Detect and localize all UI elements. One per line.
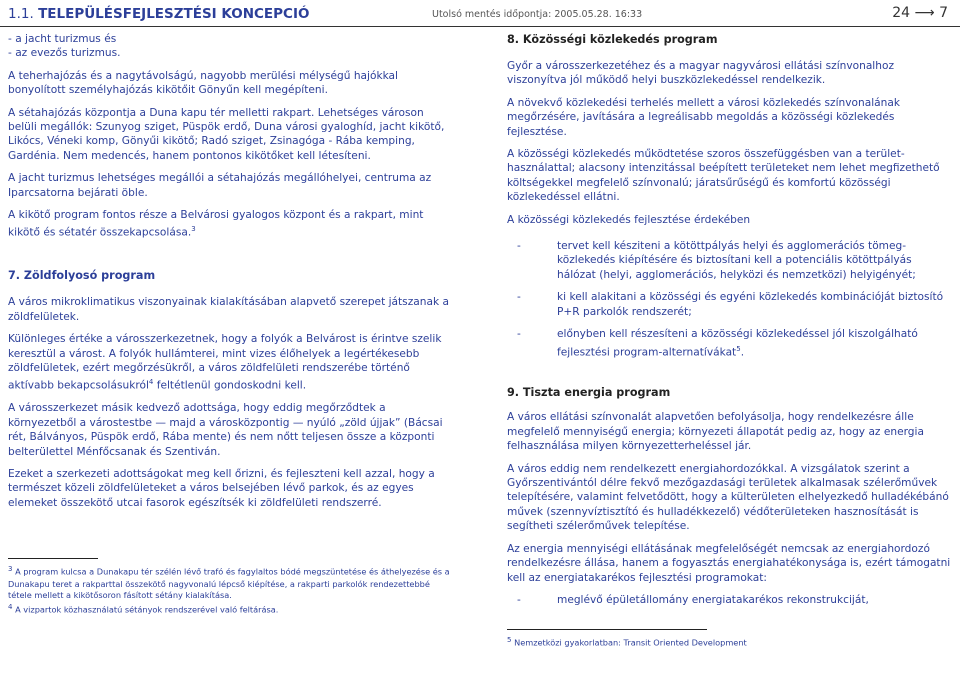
footnote-ref[interactable]: 3 [191, 225, 196, 234]
footnote-text: A program kulcsa a Dunakapu tér szélén lévő trafó és fagylaltos bódé megszüntetése és áthelyezése és a Dunakapu teret a rakparttal összekötő nagyvonalú lépcső kiépítése, a rakparti parkolók rendezettebbé tétele mellett a kikötősoron fásított sétány kialakítása. [8, 566, 450, 601]
footnote-text: A vizpartok közhasználatú sétányok rendszerével való feltárása. [12, 604, 279, 615]
list-item-text: ki kell alakitani a közösségi és egyéni közlekedés kombinációját biztosító P+R parkolók rendszerét; [557, 291, 944, 318]
page-header [0, 0, 960, 28]
list-item [507, 290, 951, 319]
paragraph: A város ellátási színvonalát alapvetően befolyásolja, hogy rendelkezésre álle megfelelő mennyiségű energia; környezeti állapotát pedig az, hogy az energia felhasználása milyen környezetterheléssel jár. [507, 411, 924, 453]
footnote [507, 635, 951, 649]
footnote [8, 602, 454, 616]
list-item-text: meglévő épületállomány energiatakarékos rekonstrukciját, [557, 593, 869, 606]
dash-marker: - [517, 593, 521, 606]
paragraph: Ezeket a szerkezeti adottságokat meg kell őrizni, és fejleszteni kell azzal, hogy a természet közeli zöldfelületeket a város belsejében lévő parkok, és az egyes elemeket összekötő utcai fasorok egészítsék ki zöldfelületi rendszerré. [8, 468, 435, 509]
paragraph: A közösségi közlekedés fejlesztése érdekében [507, 213, 751, 226]
section-title: TELEPÜLÉSFEJLESZTÉSI KONCEPCIÓ [38, 6, 310, 22]
paragraph: A növekvő közlekedési terhelés mellett a városi közlekedés színvonalának megőrzésére, javítására a legreálisabb megoldás a közösségi közlekedés fejlesztése. [507, 96, 900, 138]
paragraph: Az energia mennyiségi ellátásának megfelelőségét nemcsak az energiahordozó rendelkezésre állása, hanem a fogyasztás energiahatékonysága is, ezért támogatni kell az energiatakarékos fejlesztési programokat: [507, 542, 951, 584]
paragraph: Győr a városszerkezetéhez és a magyar nagyvárosi ellátási színvonalhoz viszonyítva jól működő helyi buszközlekedéssel rendelkezik. [507, 60, 895, 87]
dash-marker: - [517, 328, 521, 341]
section-number: 1.1. [8, 6, 34, 22]
page-to: 7 [939, 5, 948, 21]
left-column [8, 32, 454, 616]
measures-list [507, 239, 951, 359]
paragraph: A közösségi közlekedés működtetése szoros összefüggésben van a területhasználattal; alacsony intenzitással beépített területeket nem lehet megfizethető költségekkel megfelelő színvonalú; járatsűrűségű és komfortú közösségi közlekedéssel ellátni. [507, 148, 940, 204]
paragraph: A sétahajózás központja a Duna kapu tér melletti rakpart. Lehetséges városon belüli megállók: Szunyog sziget, Püspök erdő, Duna városi gyaloghíd, jacht kikötő, Likócs, Véneki komp, Gönyűi kikötő; Radó sziget, Zsinagóga - Rába kemping, Gardénia. Nem medencés, hanem pontonos kikötőket kell létesíteni. [8, 106, 445, 162]
section-heading [8, 6, 309, 22]
footnote-text: Nemzetközi gyakorlatban: Transit Oriented Development [511, 638, 747, 649]
last-saved-timestamp: Utolsó mentés időpontja: 2005.05.28. 16:33 [432, 9, 643, 20]
right-column [507, 32, 951, 650]
list-line: - az evezős turizmus. [8, 47, 121, 60]
paragraph [8, 332, 454, 393]
heading-green-corridor: 7. Zöldfolyosó program [8, 269, 156, 283]
footnote-mark: 3 [8, 565, 13, 574]
paragraph [8, 208, 454, 240]
list-item-text: előnyben kell részesíteni a közösségi közlekedéssel jól kiszolgálható fejlesztési program-alternatívákat [557, 328, 918, 359]
paragraph: A város eddig nem rendelkezett energiahordozókkal. A vizsgálatok szerint a Győrszentivántól délre fekvő mezőgazdasági területek alkalmasak szélerőművek telepítésére, valamint felvetődött, hogy a külterületen elhelyezkedő hulladékébánó művek (szennyvíztisztító és hulladékkezelő) védőterületeken hasznosítását is segítheti szélerőművek telepítése. [507, 462, 949, 533]
footnote-ref[interactable]: 4 [148, 378, 154, 387]
paragraph: A teherhajózás és a nagytávolságú, nagyobb merülési mélységű hajókkal bonyolított személyhajózás kikötőit Gönyűn kell megépíteni. [8, 69, 398, 97]
dash-marker: - [517, 240, 521, 253]
arrow-right-icon: ⟶ [914, 5, 935, 21]
footnote-mark: 5 [507, 636, 512, 645]
list-item [507, 593, 951, 607]
footnote-mark: 4 [8, 602, 13, 611]
paragraph: A városszerkezet másik kedvező adottsága, hogy eddig megőrződtek a környezetből a várostestbe — majd a városközpontig — nyúló „zöld újjak” (Bácsai rét, Bálványos, Püspök erdő, Rába mente) és nem nőtt teljesen össze a központi belterülettel Ménfőcsanak és Szentiván. [8, 402, 443, 458]
list-item [507, 239, 951, 282]
list-item-text: . [740, 346, 745, 359]
list-line: - a jacht turizmus és [8, 33, 117, 45]
dash-marker: - [517, 291, 521, 304]
page-from: 24 [892, 5, 911, 21]
paragraph-text: feltétlenül gondoskodni kell. [153, 379, 307, 392]
paragraph: A város mikroklimatikus viszonyainak kialakításában alapvető szerepet játszanak a zöldfelületek. [8, 296, 449, 323]
heading-public-transport: 8. Közösségi közlekedés program [507, 33, 718, 46]
energy-list [507, 593, 951, 607]
header-divider [0, 26, 960, 27]
footnote-ref[interactable]: 5 [736, 344, 741, 353]
paragraph-text: Különleges értéke a városszerkezetnek, hogy a folyók a Belvárost is érintve szelik keresztül a várost. A folyók hullámterei, mint vizes élőhelyek a legértékesebb zöldfelületek, ezért megőrzésükről, a város zöldfelületi rendszerébe történő aktívabb bekapcsolásukról [8, 333, 442, 392]
paragraph-text: A kikötő program fontos része a Belvárosi gyalogos központ és a rakpart, mint kikötő és sétatér összekapcsolása. [8, 209, 424, 239]
page-reference [892, 5, 948, 21]
list-item [507, 327, 951, 359]
footnote [8, 564, 454, 602]
paragraph: A jacht turizmus lehetséges megállói a sétahajózás megállóhelyei, centruma az Iparcsatorna bejárati öble. [8, 172, 432, 199]
list-item-text: tervet kell késziteni a kötöttpályás helyi és agglomerációs tömegközlekedés kiépítésére és biztosítani kell a potenciális kötöttpályás hálózat (helyi, agglomerációs, helyközi és nemzetközi) helyigényét; [557, 240, 916, 281]
heading-clean-energy: 9. Tiszta energia program [507, 386, 671, 400]
